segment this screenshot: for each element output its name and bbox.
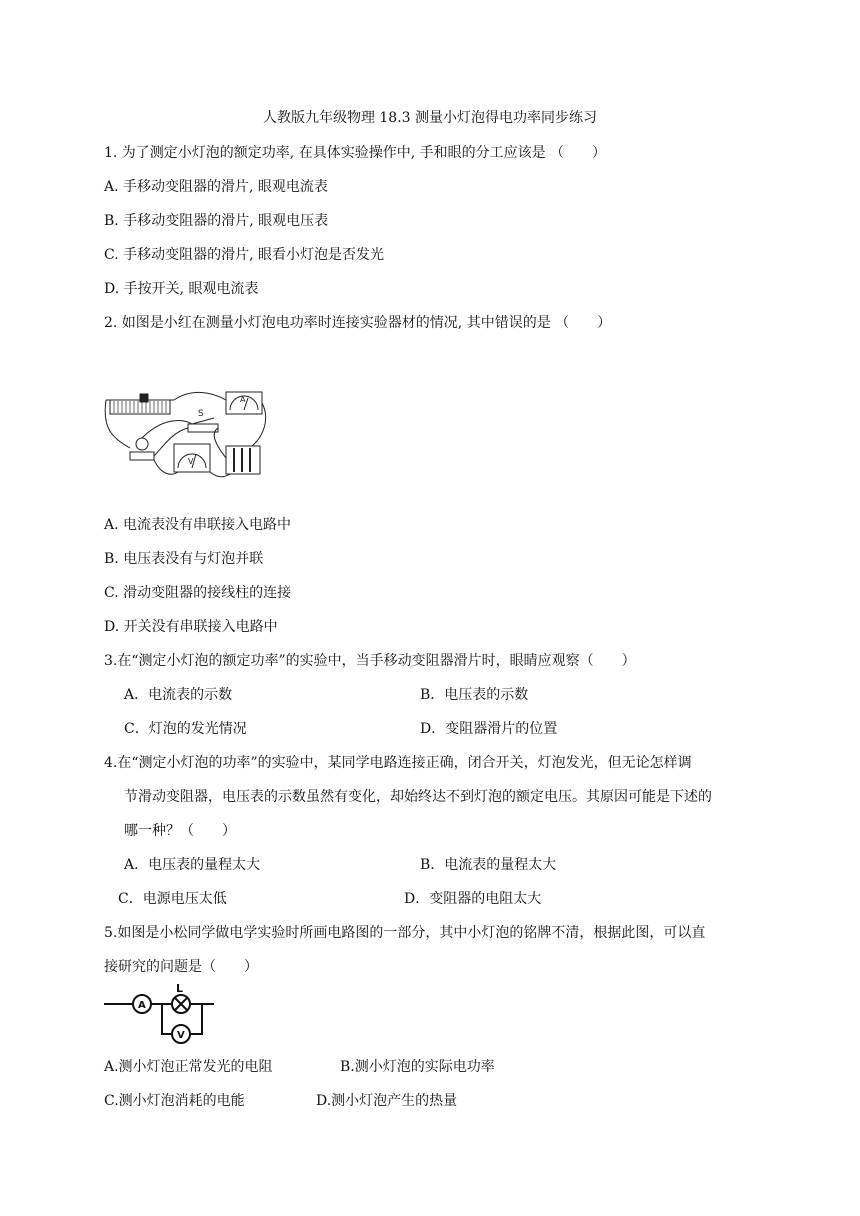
q3-option-a: A．电流表的示数 [124,687,233,703]
wire [252,403,266,446]
q5-option-a: A.测小灯泡正常发光的电阻 [104,1059,273,1075]
q4-option-c: C．电源电压太低 [118,891,227,907]
question-2-stem: 2. 如图是小红在测量小灯泡电功率时连接实验器材的情况, 其中错误的是 （ ） [104,315,612,331]
q1-option-b: B. 手移动变阻器的滑片, 眼观电压表 [104,213,329,229]
circuit-diagram-figure [102,982,218,1046]
question-1-stem: 1. 为了测定小灯泡的额定功率, 在具体实验操作中, 手和眼的分工应该是 （ ） [104,145,607,161]
q4-option-d: D．变阻器的电阻太大 [404,891,542,907]
question-4-stem-line-1: 4.在“测定小灯泡的功率”的实验中，某同学电路连接正确，闭合开关，灯泡发光，但无论怎样调 [104,755,692,771]
page-title: 人教版九年级物理 18.3 测量小灯泡得电功率同步练习 [262,110,598,126]
q1-option-c: C. 手移动变阻器的滑片, 眼看小灯泡是否发光 [104,247,385,263]
rheostat-slider [140,394,148,402]
wire [190,1004,202,1034]
q1-option-d: D. 手按开关, 眼观电流表 [104,281,259,297]
q3-option-c: C．灯泡的发光情况 [124,721,247,737]
q3-option-d: D．变阻器滑片的位置 [420,721,558,737]
q2-option-a: A. 电流表没有串联接入电路中 [104,517,292,533]
q2-option-b: B. 电压表没有与灯泡并联 [104,551,264,567]
q3-option-b: B．电压表的示数 [420,687,529,703]
question-3-stem: 3.在“测定小灯泡的额定功率”的实验中，当手移动变阻器滑片时，眼睛应观察（ ） [104,653,636,669]
q2-option-c: C. 滑动变阻器的接线柱的连接 [104,585,292,601]
q5-option-b: B.测小灯泡的实际电功率 [340,1059,495,1075]
voltmeter-label: V [177,1030,185,1041]
question-4-stem-line-2: 节滑动变阻器，电压表的示数虽然有变化，却始终达不到灯泡的额定电压。其原因可能是下述的 [124,789,712,805]
rheostat-coil [114,401,166,413]
ammeter-label: A [138,1000,146,1011]
wire [174,392,226,400]
q5-option-d: D.测小灯泡产生的热量 [316,1093,458,1109]
bulb-globe [136,438,148,450]
q4-option-b: B．电流表的量程太大 [420,857,557,873]
question-5-stem-line-1: 5.如图是小松同学做电学实验时所画电路图的一部分，其中小灯泡的铭牌不清，根据此图，可以直 [104,925,706,941]
q1-option-a: A. 手移动变阻器的滑片, 眼观电流表 [104,179,328,195]
q5-option-c: C.测小灯泡消耗的电能 [104,1093,245,1109]
wire [154,428,188,456]
q2-option-d: D. 开关没有串联接入电路中 [104,619,278,635]
question-4-stem-line-3: 哪一种？（ ） [124,823,236,839]
wire [162,1004,172,1034]
ammeter-label: A [240,395,246,404]
voltmeter-label: V [188,457,194,466]
q4-option-a: A．电压表的量程太大 [124,857,261,873]
circuit-apparatus-figure [102,388,272,488]
switch-base [188,424,218,432]
question-5-stem-line-2: 接研究的问题是（ ） [104,959,258,975]
lamp-label: L [176,982,184,995]
switch-label: S [198,409,204,419]
bulb-holder [130,452,154,460]
